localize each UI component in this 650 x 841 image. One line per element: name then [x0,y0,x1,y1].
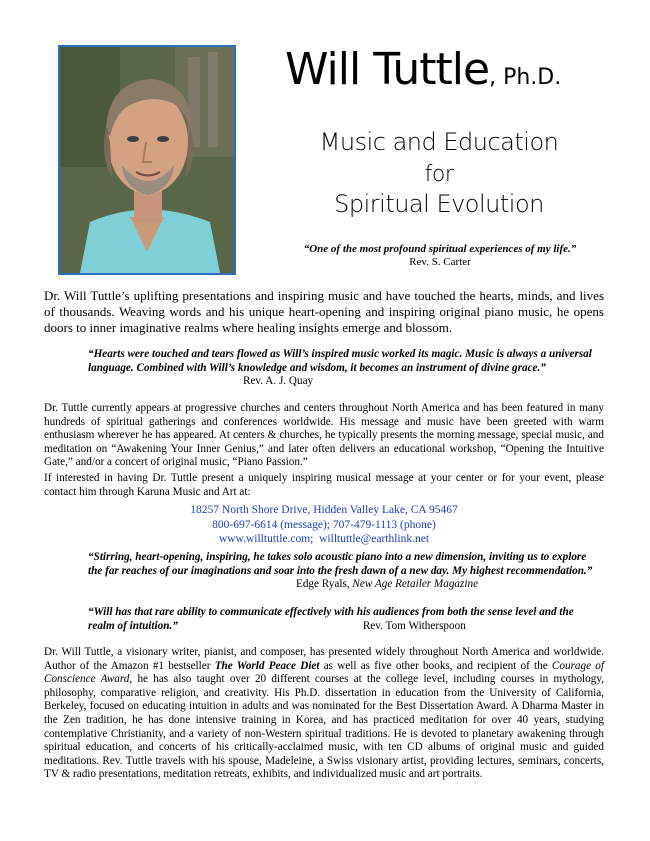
bio-part-3: , he has also taught over 20 different courses at the college level, including courses in mythology, philosophy, comparative religion, and creativity. His Ph.D. dissertation in education from the University of California, Berkeley, focused on educating intuition in adults and was nominated for the Best Dissertation Award. A Dharma Master in the Zen tradition, he has done intensive training in Korea, and has practiced meditation for over 40 years, studying contemplative Christianity, and a variety of non-Western spiritual traditions. He is devoted to planetary awakening through spiritual education, and concerts of his critically-acclaimed music, with ten CD albums of original music and guided meditations. Rev. Tuttle travels with his spouse, Madeleine, a Swiss visionary artist, providing lectures, seminars, concerts, TV & radio presentations, meditation retreats, exhibits, and individualized music and art portraits. [44,673,604,781]
top-testimonial-text: “One of the most profound spiritual experiences of my life.” [303,243,577,255]
testimonial-2 [88,551,603,592]
portrait-illustration [60,47,234,273]
testimonial-3 [88,606,603,633]
bio-award: Courage of Conscience Award [44,659,604,686]
booking-paragraph: If interested in having Dr. Tuttle present a uniquely inspiring musical message at your center or for your event, please contact him through Karuna Music and Art at: [44,472,604,498]
tagline-line-3: Spiritual Evolution [334,190,544,218]
tagline-line-2: for [424,162,454,187]
tagline-line-1: Music and Education [319,128,559,156]
bio-part-1: Dr. Will Tuttle, a visionary writer, pianist, and composer, has presented widely throughout North America and worldwide. Author of the Amazon #1 bestseller [44,646,604,672]
bio-part-2: as well as five other books, and recipient of the [319,659,552,672]
intro-paragraph: Dr. Will Tuttle’s uplifting presentations and inspiring music and have touched the hearts, minds, and lives of thousands. Weaving words and his unique heart-opening and inspiring original piano music, he opens doors to inner imaginative realms where healing insights emerge and blossom. [44,288,604,335]
testimonial-2-text: “Stirring, heart-opening, inspiring, he takes solo acoustic piano into a new dimension, inviting us to explore the far reaches of our imaginations and soar into the fresh dawn of a new day. My highest recommendation.” [88,551,593,577]
bio-paragraph [44,646,604,782]
testimonial-2-publication: New Age Retailer Magazine [352,578,479,591]
page-title [285,40,561,108]
bio-book-title: The World Peace Diet [214,659,320,672]
testimonial-1-text: “Hearts were touched and tears flowed as Will’s inspired music worked its magic. Music is always a universal language. Combined with Will’s knowledge and wisdom, it becomes an instrument of divine grace.” [88,348,592,374]
testimonial-3-author: Rev. Tom Witherspoon [362,619,466,632]
testimonial-2-author: Edge Ryals, [296,578,350,591]
testimonial-3-text: “Will has that rare ability to communicate effectively with his audiences from both the sense level and the realm of intuition.” [88,606,574,632]
portrait-photo [58,45,236,275]
testimonial-1 [88,348,603,389]
website-link[interactable]: www.willtuttle.com; [218,533,314,545]
title-credential: , Ph.D. [489,65,562,90]
appearances-paragraph: Dr. Tuttle currently appears at progressive churches and centers throughout North America and has been featured in many hundreds of spiritual gatherings and conferences worldwide. His message and music have been greeted with warm enthusiasm wherever he has appeared. At centers & churches, he typically presents the morning message, special music, and meditation on “Awakening Your Inner Genius,” and later often delivers an educational workshop, “Opening the Intuitive Gate,” and/or a concert of original music, “Piano Passion.” [44,402,604,469]
email-link[interactable]: willtuttle@earthlink.net [319,533,430,545]
contact-address: 18257 North Shore Drive, Hidden Valley Lake, CA 95467 [190,504,458,516]
contact-phones: 800-697-6614 (message); 707-479-1113 (phone) [212,518,436,531]
top-testimonial-author: Rev. S. Carter [409,256,471,268]
testimonial-1-author: Rev. A. J. Quay [243,375,314,388]
contact-block [44,503,604,547]
title-name: Will Tuttle [285,44,490,95]
top-testimonial [255,243,625,269]
